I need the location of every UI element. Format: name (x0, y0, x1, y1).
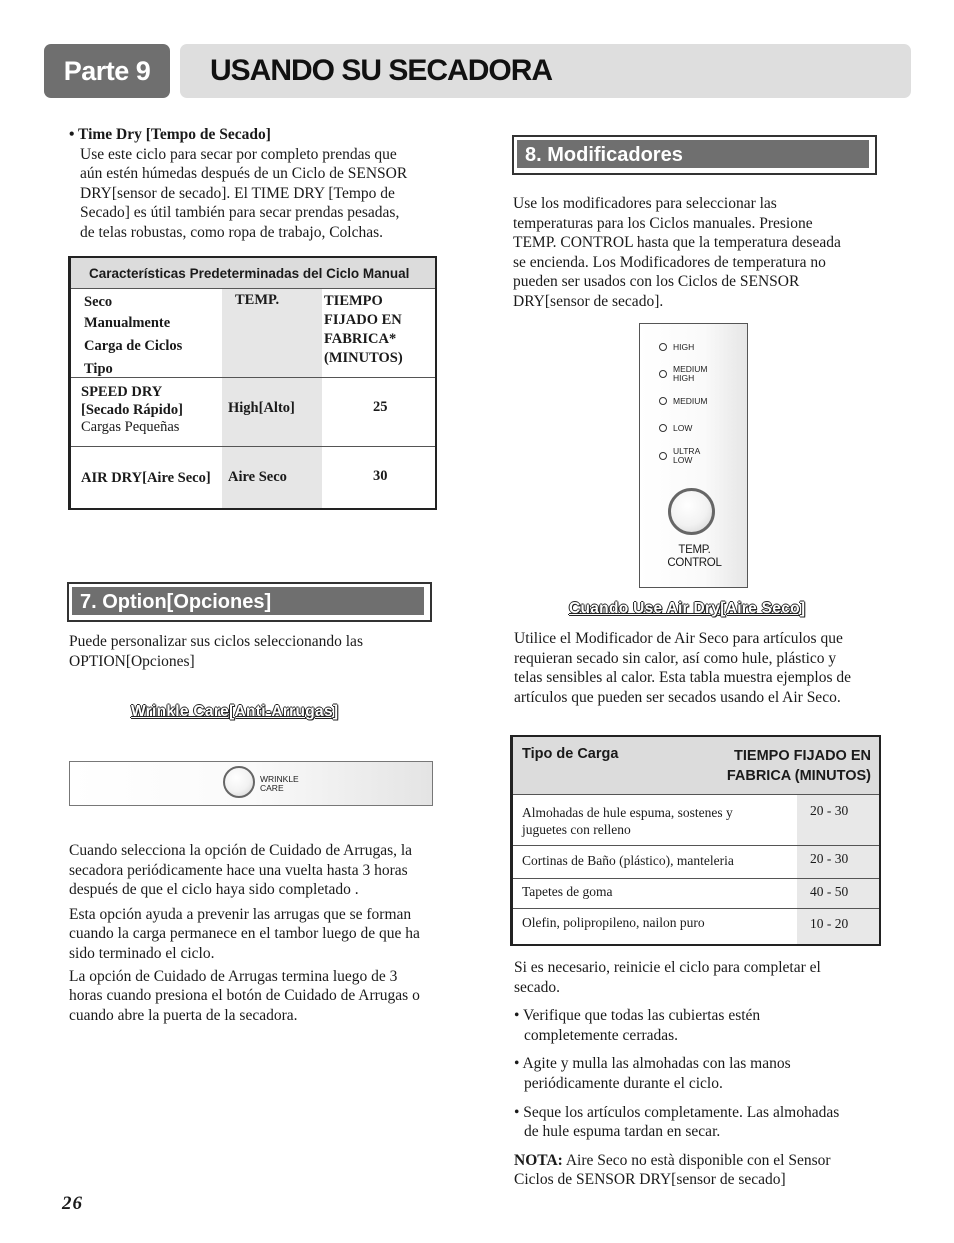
air-dry-heading: Cuando Use Air Dry[Aire Seco] (569, 600, 806, 617)
label-line: MEDIUM (673, 364, 708, 374)
label-line: HIGH (673, 342, 695, 352)
closing-section (514, 958, 894, 1190)
table-row-load (522, 804, 787, 838)
note-line (514, 1151, 894, 1171)
header-line: FABRICA* (324, 331, 397, 347)
option-line: Puede personalizar sus ciclos seleccionando las (69, 633, 363, 650)
temp-control-button[interactable] (668, 488, 715, 535)
header-line: FABRICA (MINUTOS) (726, 768, 871, 784)
indicator-light-icon (659, 370, 667, 378)
temp-option-high (673, 343, 694, 352)
table-row-time: 20 - 30 (810, 851, 849, 866)
modifiers-heading: 8. Modificadores (517, 140, 872, 170)
table-header-load: Tipo de Carga (522, 746, 619, 762)
label-line: MEDIUM (673, 396, 708, 406)
row-name: SPEED DRY (81, 384, 163, 400)
temp-option-medium (673, 397, 707, 406)
table-divider (513, 908, 879, 909)
bullet-line: de hule espuma tardan en secar. (524, 1123, 721, 1141)
load-line: Tapetes de goma (522, 884, 613, 899)
load-line: juguetes con relleno (522, 822, 631, 837)
indicator-light-icon (659, 424, 667, 432)
temp-option-ultra-low (673, 447, 700, 465)
time-dry-body (69, 145, 444, 243)
row-name: [Secado Rápido] (81, 401, 183, 418)
modifiers-line: TEMP. CONTROL hasta que la temperatura deseada (513, 234, 841, 252)
option-intro (69, 632, 449, 671)
air-dry-line: telas sensibles al calor. Esta tabla muestra ejemplos de (514, 669, 852, 687)
label-line: CONTROL (667, 556, 722, 569)
row-time: 25 (373, 399, 388, 415)
time-dry-line: DRY[sensor de secado]. El TIME DRY [Tempo de (80, 184, 395, 202)
note-label: NOTA: (514, 1151, 563, 1169)
temp-option-low (673, 424, 692, 433)
label-line: CARE (260, 783, 284, 793)
label-line: ULTRA (673, 446, 701, 456)
load-line: Cortinas de Baño (plástico), manteleria (522, 853, 734, 868)
note-text: Aire Seco no està disponible con el Sensor (562, 1151, 831, 1169)
header-line: (MINUTOS) (324, 350, 403, 366)
indicator-light-icon (659, 343, 667, 351)
header-line: TIEMPO (324, 293, 383, 309)
table-row-load (522, 883, 787, 900)
note-line: Ciclos de SENSOR DRY[sensor de secado] (514, 1171, 786, 1189)
load-line: Olefin, polipropileno, nailon puro (522, 915, 705, 930)
modifiers-body (513, 194, 893, 312)
table-row-speed-dry (81, 384, 183, 437)
air-dry-table-header (513, 737, 879, 795)
wrinkle-care-label (260, 775, 299, 793)
table-header-time (324, 292, 403, 368)
label-line: HIGH (673, 373, 695, 383)
air-dry-line: requieran secado sin calor, así como hule, plástico y (514, 649, 837, 667)
time-dry-section (69, 125, 444, 243)
restart-line: Si es necesario, reinicie el ciclo para completar el (514, 959, 821, 976)
table-header-cycle (84, 292, 182, 380)
manual-cycle-table-title: Características Predeterminadas del Ciclo Manual (71, 258, 435, 289)
header-line: FIJADO EN (324, 312, 402, 328)
row-name: AIR DRY[Aire Seco] (81, 470, 211, 486)
temp-control-label (648, 544, 741, 569)
table-row-time: 20 - 30 (810, 803, 849, 818)
modifiers-line: se encienda. Los Modificadores de temperatura no (513, 253, 826, 271)
wrinkle-care-button[interactable] (223, 766, 255, 798)
header-line: Carga de Ciclos (84, 338, 183, 354)
bullet-line: • Seque los artículos completamente. Las almohadas (514, 1103, 840, 1121)
wrinkle-line: Esta opción ayuda a prevenir las arrugas que se forman (69, 905, 412, 923)
time-dry-line: Secado] es útil también para secar prendas pesadas, (80, 204, 400, 222)
wrinkle-care-heading: Wrinkle Care[Anti-Arrugas] (131, 703, 339, 720)
wrinkle-line: cuando la carga permanece en el tambor luego de que ha (69, 925, 420, 943)
bullet-line: • Agite y mulla las almohadas con las manos (514, 1055, 791, 1073)
restart-line: secado. (514, 978, 561, 996)
bullet-line: completemente cerradas. (524, 1026, 679, 1044)
air-dry-table (510, 735, 881, 946)
header-line: Tipo (84, 361, 113, 377)
header-line: Manualmente (84, 315, 171, 331)
modifiers-line: DRY[sensor de secado]. (513, 292, 664, 310)
table-divider (513, 878, 879, 879)
table-divider (513, 845, 879, 846)
row-temp: High[Alto] (228, 400, 295, 416)
option-section-header (67, 582, 432, 622)
time-dry-line: aún estén húmedas después de un Ciclo de SENSOR (80, 165, 408, 183)
wrinkle-line: horas cuando presiona el botón de Cuidado de Arrugas o (69, 987, 420, 1005)
table-row-load (522, 852, 787, 869)
option-line: OPTION[Opciones] (69, 652, 195, 670)
manual-cycle-table (68, 256, 437, 510)
wrinkle-line: sido terminado el ciclo. (69, 944, 215, 962)
modifiers-line: temperaturas para los Ciclos manuales. Presione (513, 214, 813, 232)
table-header-temp: TEMP. (235, 292, 280, 308)
page-number: 26 (62, 1193, 83, 1214)
wrinkle-line: La opción de Cuidado de Arrugas termina luego de 3 (69, 967, 398, 985)
row-sub: Cargas Pequeñas (81, 419, 180, 435)
wrinkle-care-panel (69, 761, 433, 806)
table-row-time: 40 - 50 (810, 884, 849, 899)
indicator-light-icon (659, 397, 667, 405)
part-label: Parte 9 (44, 44, 170, 98)
label-line: LOW (673, 455, 693, 465)
table-header-time (727, 746, 871, 786)
label-line: WRINKLE (260, 774, 299, 784)
bullet-line: periódicamente durante el ciclo. (524, 1074, 723, 1092)
load-line: Almohadas de hule espuma, sostenes y (522, 805, 733, 820)
option-heading: 7. Option[Opciones] (72, 587, 427, 617)
label-line: TEMP. (678, 544, 711, 556)
table-row-time: 10 - 20 (810, 916, 849, 931)
wrinkle-line: secadora periódicamente hace una vuelta hasta 3 horas (69, 861, 408, 879)
page-title-text: USANDO SU SECADORA (210, 54, 553, 87)
indicator-light-icon (659, 452, 667, 460)
air-dry-line: Utilice el Modificador de Air Seco para artículos que (514, 630, 843, 647)
time-dry-line: de telas robustas, como ropa de trabajo, Colchas. (80, 223, 384, 241)
row-time: 30 (373, 468, 388, 484)
row-temp: Aire Seco (228, 469, 287, 485)
wrinkle-care-body (69, 841, 449, 1025)
time-dry-title: • Time Dry [Tempo de Secado] (69, 126, 271, 143)
wrinkle-line: después de que el ciclo haya sido completado . (69, 881, 359, 899)
bullet-line: • Verifique que todas las cubiertas estén (514, 1007, 761, 1025)
header-line: TIEMPO FIJADO EN (734, 748, 871, 764)
table-row-load (522, 914, 787, 931)
wrinkle-line: Cuando selecciona la opción de Cuidado de Arrugas, la (69, 842, 413, 859)
page-title (180, 44, 911, 98)
time-dry-line: Use este ciclo para secar por completo prendas que (80, 145, 397, 163)
air-dry-body (514, 629, 894, 707)
modifiers-line: Use los modificadores para seleccionar las (513, 195, 777, 212)
header-line: Seco (84, 294, 113, 310)
temp-option-medium-high (673, 365, 707, 383)
temp-control-panel (639, 323, 748, 588)
modifiers-line: pueden ser usados con los Ciclos de SENSOR (513, 273, 800, 291)
air-dry-line: artículos que pueden ser secados usando el Air Seco. (514, 688, 841, 706)
modifiers-section-header (512, 135, 877, 175)
label-line: LOW (673, 423, 693, 433)
wrinkle-line: cuando abre la puerta de la secadora. (69, 1006, 298, 1024)
table-divider (71, 446, 435, 447)
